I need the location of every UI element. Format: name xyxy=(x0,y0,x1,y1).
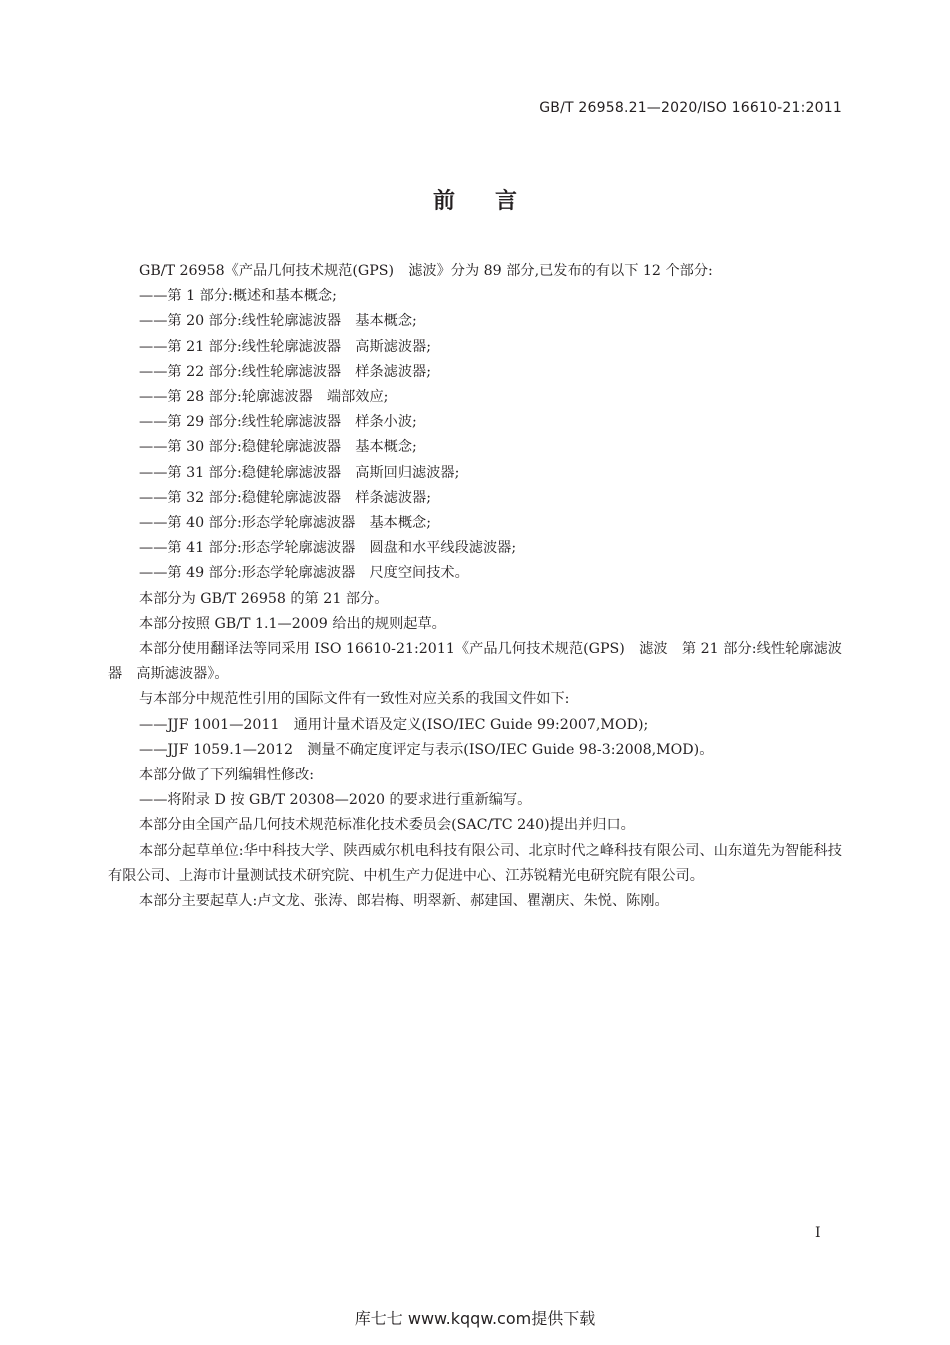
list-item: ——第 31 部分:稳健轮廓滤波器 高斯回归滤波器; xyxy=(139,464,460,481)
list-item: ——第 41 部分:形态学轮廓滤波器 圆盘和水平线段滤波器; xyxy=(139,540,517,557)
standard-code-header: GB/T 26958.21—2020/ISO 16610-21:2011 xyxy=(539,100,842,116)
list-item: ——第 32 部分:稳健轮廓滤波器 样条滤波器; xyxy=(139,489,432,506)
drafters-paragraph: 本部分主要起草人:卢文龙、张涛、郎岩梅、明翠新、郝建国、瞿潮庆、朱悦、陈刚。 xyxy=(139,893,669,910)
part-of-paragraph: 本部分为 GB/T 26958 的第 21 部分。 xyxy=(139,590,389,607)
drafting-units-paragraph: 本部分起草单位:华中科技大学、陕西威尔机电科技有限公司、北京时代之峰科技有限公司、山东道先为智能科技有限公司、上海市计量测试技术研究院、中机生产力促进中心、江苏锐精光电研究院有限公司。 xyxy=(108,842,842,884)
download-footer: 库七七 www.kqqw.com提供下载 xyxy=(354,1309,596,1328)
editorial-changes-list xyxy=(108,788,842,813)
page-number: I xyxy=(815,1225,821,1241)
references-list xyxy=(108,713,842,763)
translation-paragraph: 本部分使用翻译法等同采用 ISO 16610-21:2011《产品几何技术规范(GPS) 滤波 第 21 部分:线性轮廓滤波器 高斯滤波器》。 xyxy=(108,641,842,683)
references-intro-paragraph: 与本部分中规范性引用的国际文件有一致性对应关系的我国文件如下: xyxy=(139,691,570,708)
editorial-intro-paragraph: 本部分做了下列编辑性修改: xyxy=(139,767,315,784)
list-item: ——JJF 1001—2011 通用计量术语及定义(ISO/IEC Guide 99:2007,MOD); xyxy=(139,716,649,733)
drafting-rules-paragraph: 本部分按照 GB/T 1.1—2009 给出的规则起草。 xyxy=(139,615,446,632)
page-title: 前言 xyxy=(432,189,557,214)
list-item: ——第 49 部分:形态学轮廓滤波器 尺度空间技术。 xyxy=(139,565,469,582)
list-item: ——将附录 D 按 GB/T 20308—2020 的要求进行重新编写。 xyxy=(139,792,532,809)
list-item: ——第 21 部分:线性轮廓滤波器 高斯滤波器; xyxy=(139,338,432,355)
committee-paragraph: 本部分由全国产品几何技术规范标准化技术委员会(SAC/TC 240)提出并归口。 xyxy=(139,817,635,834)
list-item: ——第 1 部分:概述和基本概念; xyxy=(139,288,337,305)
list-item: ——第 20 部分:线性轮廓滤波器 基本概念; xyxy=(139,313,417,330)
list-item: ——JJF 1059.1—2012 测量不确定度评定与表示(ISO/IEC Guide 98-3:2008,MOD)。 xyxy=(139,741,714,758)
list-item: ——第 29 部分:线性轮廓滤波器 样条小波; xyxy=(139,414,417,431)
parts-list xyxy=(108,284,842,586)
document-body xyxy=(108,259,842,914)
list-item: ——第 28 部分:轮廓滤波器 端部效应; xyxy=(139,389,389,406)
list-item: ——第 30 部分:稳健轮廓滤波器 基本概念; xyxy=(139,439,417,456)
list-item: ——第 40 部分:形态学轮廓滤波器 基本概念; xyxy=(139,515,432,532)
intro-paragraph: GB/T 26958《产品几何技术规范(GPS) 滤波》分为 89 部分,已发布的有以下 12 个部分: xyxy=(139,263,713,279)
list-item: ——第 22 部分:线性轮廓滤波器 样条滤波器; xyxy=(139,363,432,380)
